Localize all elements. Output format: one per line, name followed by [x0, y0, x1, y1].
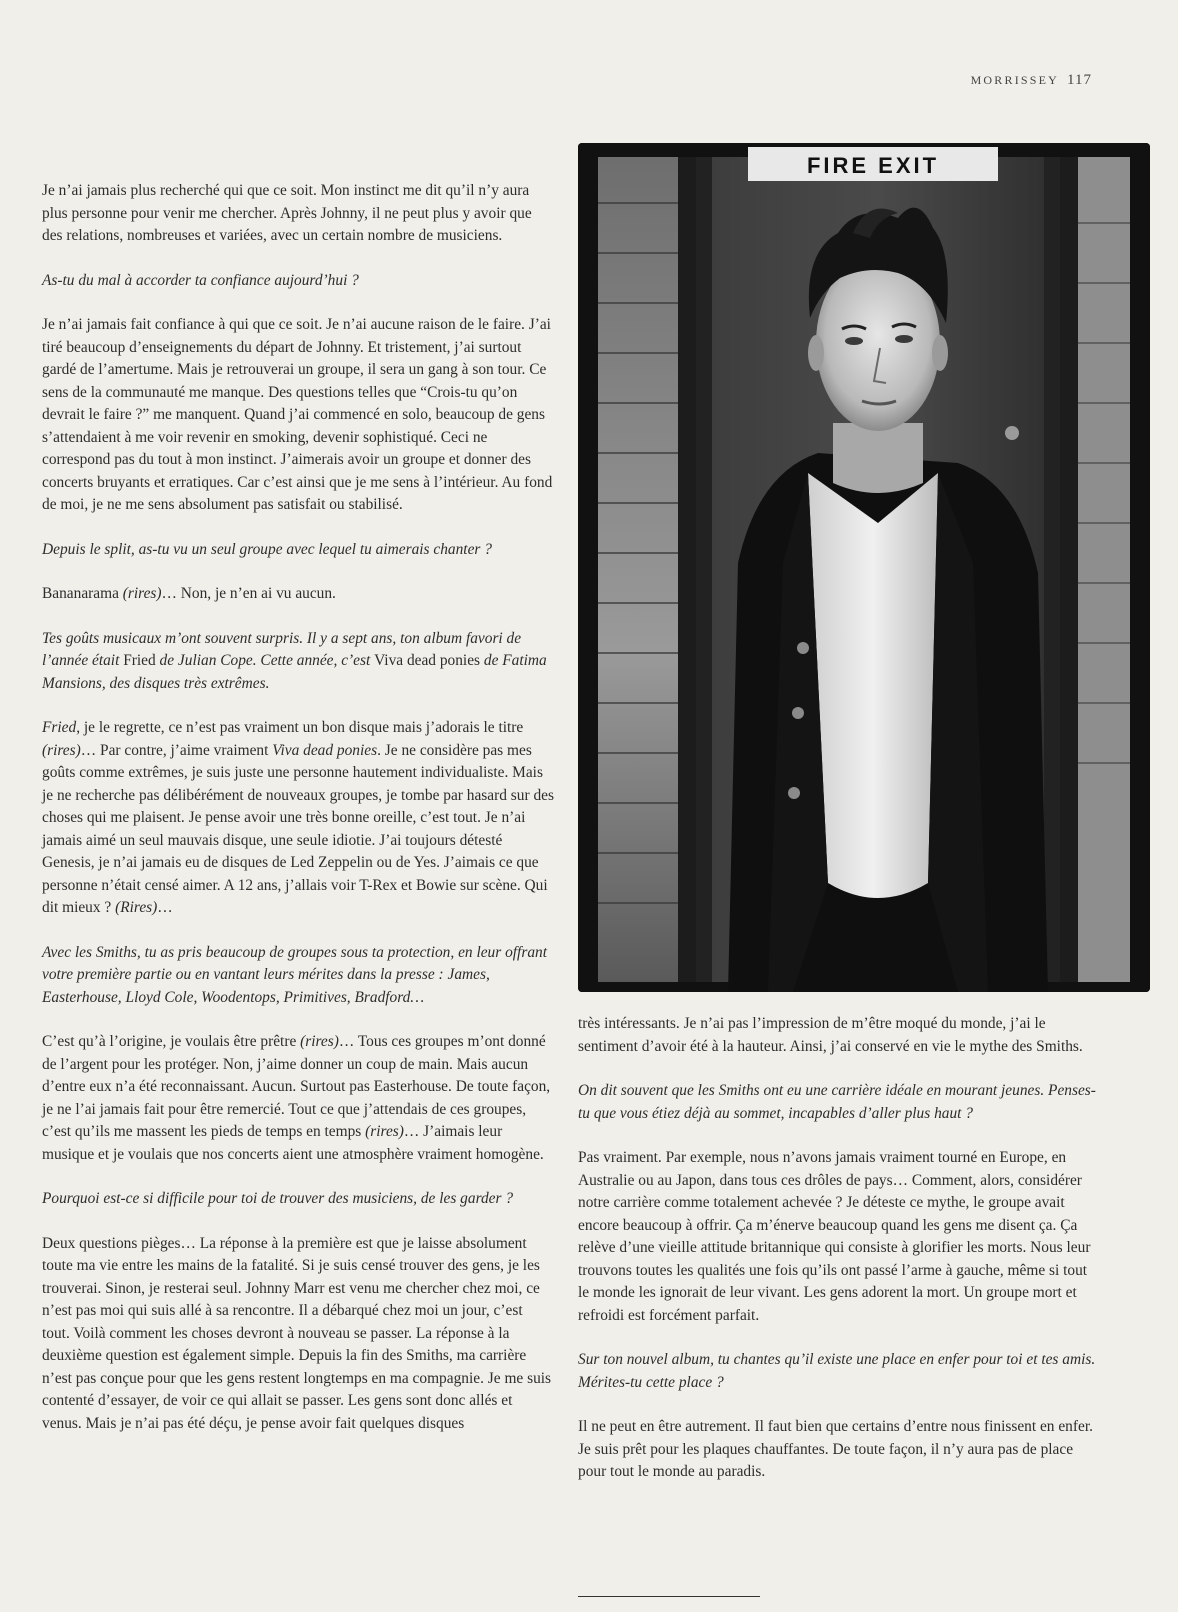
end-rule: [578, 1596, 760, 1597]
right-column: [578, 1013, 1098, 1506]
portrait-image: [578, 143, 1150, 992]
page-number: 117: [1067, 72, 1092, 88]
fire-exit-sign: FIRE EXIT: [806, 153, 940, 178]
portrait-photo: [578, 143, 1150, 992]
interview-question: Avec les Smiths, tu as pris beaucoup de groupes sous ta protection, en leur offrant votre première partie ou en vantant leurs mérites dans la presse : James, Easterhouse, Lloyd Cole, Woodentops, Primitives, Bradford…: [42, 943, 547, 1006]
interview-answer: Je n’ai jamais plus recherché qui que ce soit. Mon instinct me dit qu’il n’y aura plus personne pour venir me chercher. Après Johnny, il ne peut plus y avoir que des relations, nombreuses et variées, avec un certain nombre de musiciens.: [42, 182, 532, 244]
interview-answer: Bananarama (rires)… Non, je n’en ai vu aucun.: [42, 585, 336, 602]
interview-answer: Il ne peut en être autrement. Il faut bien que certains d’entre nous finissent en enfer. Je suis prêt pour les plaques chauffantes. De toute façon, il n’y aura pas de place pour tout le monde au paradis.: [578, 1418, 1093, 1480]
interview-question: As-tu du mal à accorder ta confiance aujourd’hui ?: [42, 271, 359, 289]
running-head: [971, 72, 1092, 89]
interview-answer: Pas vraiment. Par exemple, nous n’avons jamais vraiment tourné en Europe, en Australie ou au Japon, dans tous ces drôles de pays… Comment, alors, considérer notre carrière comme totalement achevée ? Je déteste ce mythe, le groupe avait encore beaucoup à offrir. Ça m’énerve beaucoup quand les gens me disent ça. Ça relève d’une vieille attitude britannique qui consiste à glorifier les morts. Nous leur trouvons toutes les qualités une fois qu’ils ont passé l’arme à gauche, même si tout le monde les ignorait de leur vivant. Les gens adorent la mort. Un groupe mort et refroidi est forcément parfait.: [578, 1149, 1091, 1324]
interview-answer: très intéressants. Je n’ai pas l’impression de m’être moqué du monde, j’ai le sentiment d’avoir été à la hauteur. Ainsi, j’ai conservé en vie le mythe des Smiths.: [578, 1015, 1083, 1055]
interview-question: Sur ton nouvel album, tu chantes qu’il existe une place en enfer pour toi et tes amis. Mérites-tu cette place ?: [578, 1351, 1096, 1391]
interview-question: Depuis le split, as-tu vu un seul groupe avec lequel tu aimerais chanter ?: [42, 540, 492, 558]
interview-question: On dit souvent que les Smiths ont eu une carrière idéale en mourant jeunes. Penses-tu que vous étiez déjà au sommet, incapables d’aller plus haut ?: [578, 1082, 1096, 1122]
interview-question: Pourquoi est-ce si difficile pour toi de trouver des musiciens, de les garder ?: [42, 1190, 514, 1207]
interview-answer: Fried, je le regrette, ce n’est pas vraiment un bon disque mais j’adorais le titre (rires)… Par contre, j’aime vraiment Viva dead ponies. Je ne considère pas mes goûts comme extrêmes, je suis juste une personne hautement individualiste. Mais je ne recherche pas délibérément de nouveaux groupes, je tombe par hasard sur des choses qui me plaisent. Je pense avoir une très bonne oreille, c’est tout. Je n’ai jamais aimé un seul mauvais disque, une seule idiotie. J’ai toujours détesté Genesis, je n’ai jamais eu de disques de Led Zeppelin ou de Yes. J’aimais ce que personne n’était censé aimer. A 12 ans, j’allais voir T-Rex et Bowie sur scène. Qui dit mieux ? (Rires)…: [42, 719, 554, 916]
interview-answer: C’est qu’à l’origine, je voulais être prêtre (rires)… Tous ces groupes m’ont donné de l’argent pour les protéger. Non, j’aime donner un coup de main. Mais aucun d’entre eux n’a été reconnaissant. Aucun. Surtout pas Easterhouse. De toute façon, je ne l’ai jamais fait pour être remercié. Tout ce que j’attendais de ces groupes, c’est qu’ils me massent les pieds de temps en temps (rires)… J’aimais leur musique et je voulais que nos concerts aient une atmosphère vraiment homogène.: [42, 1033, 551, 1163]
interview-answer: Deux questions pièges… La réponse à la première est que je laisse absolument toute ma vie entre les mains de la fatalité. Si je suis censé trouver des gens, je les trouverai. Sinon, je resterai seul. Johnny Marr est venu me chercher chez moi, ce n’est pas moi qui suis allé à sa rencontre. Il a débarqué chez moi un jour, c’est tout. Voilà comment les choses devront à nouveau se passer. La réponse à la deuxième question est également simple. Depuis la fin des Smiths, ma carrière n’est pas conçue pour que les gens restent longtemps en ma compagnie. Je me suis contenté d’essayer, de voir ce qui allait se passer. Les gens sont donc allés et venus. Mais je n’ai pas été déçu, je pense avoir fait quelques disques: [42, 1234, 552, 1432]
interview-answer: Je n’ai jamais fait confiance à qui que ce soit. Je n’ai aucune raison de le faire. J’ai tiré beaucoup d’enseignements du départ de Johnny. Et tristement, j’ai surtout gardé de l’amertume. Mais je retrouverai un groupe, il sera un gang à son tour. Ce sens de la communauté me manque. Des questions telles que “Crois-tu qu’on devrait le faire ?” me manquent. Quand j’ai commencé en solo, beaucoup de gens s’attendaient à me voir revenir en smoking, devenir sophistiqué. Ceci ne correspond pas du tout à mon instinct. J’aimerais avoir un groupe et donner des concerts bruyants et erratiques. Car c’est ainsi que je me sens à l’intérieur. Au fond de moi, je ne me sens absolument pas satisfait ou stabilisé.: [42, 316, 553, 513]
interview-question: Tes goûts musicaux m’ont souvent surpris. Il y a sept ans, ton album favori de l’année était Fried de Julian Cope. Cette année, c’est Viva dead ponies de Fatima Mansions, des disques très extrêmes.: [42, 629, 547, 692]
running-title: MORRISSEY: [970, 73, 1060, 87]
left-column: [42, 180, 554, 1457]
